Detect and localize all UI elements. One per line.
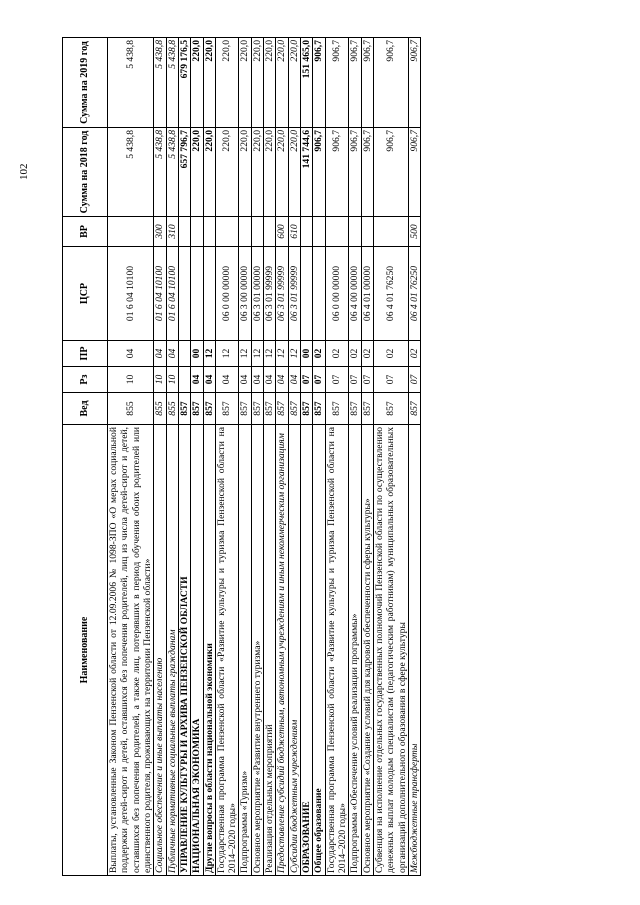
row-ved: 855 [166,393,178,425]
row-rz: 04 [251,367,263,393]
table-row [349,38,361,876]
row-name: Основное мероприятие «Развитие внутреннего туризма» [251,425,263,876]
row-pr: 12 [215,341,239,367]
row-sum-2019: 220,0 [239,38,251,128]
row-sum-2019: 151 465,0 [301,38,313,128]
row-pr: 00 [191,341,203,367]
row-name: Субвенция на исполнение отдельных государственных полномочий Пензенской области по осуществлению денежных выплат молодым специалистам (педагогическим работникам) муниципальных образовательных организаций дополнительного образования в сфере культуры [373,425,408,876]
row-sum-2018: 220,0 [239,128,251,217]
header-csr: ЦСР [63,247,108,341]
row-name: НАЦИОНАЛЬНАЯ ЭКОНОМИКА [191,425,203,876]
row-sum-2019: 220,0 [264,38,276,128]
row-csr [203,247,215,341]
row-csr: 06 4 01 76250 [373,247,408,341]
row-ved: 855 [154,393,166,425]
row-name: ОБРАЗОВАНИЕ [301,425,313,876]
row-name: Государственная программа Пензенской области «Развитие культуры и туризма Пензенской области на 2014–2020 годы» [325,425,349,876]
row-rz: 10 [154,367,166,393]
header-name: Наименование [63,425,108,876]
row-vr: 300 [154,217,166,247]
header-sum-2019: Сумма на 2019 год [63,38,108,128]
row-sum-2019: 5 438,8 [154,38,166,128]
row-rz: 04 [215,367,239,393]
row-name: Публичные нормативные социальные выплаты гражданам [166,425,178,876]
rotated-page [62,38,602,876]
row-csr [301,247,313,341]
table-row [276,38,288,876]
table-row [178,38,190,876]
row-vr [191,217,203,247]
row-rz: 07 [408,367,420,393]
row-ved: 857 [203,393,215,425]
row-ved: 857 [239,393,251,425]
row-name: Выплаты, установленные Законом Пензенской области от 12.09.2006 № 1098-ЗПО «О мерах социальной поддержки детей-сирот и детей, оставшихся без попечения родителей, лиц из числа детей-сирот и детей, оставшихся без попечения родителей, а также лиц, потерявших в период обучения обоих родителей или единственного родителя, проживающих на территории Пензенской области» [108,425,154,876]
row-rz: 07 [349,367,361,393]
row-pr: 12 [264,341,276,367]
row-vr [108,217,154,247]
row-vr [215,217,239,247]
row-sum-2018: 220,0 [203,128,215,217]
row-name: Другие вопросы в области национальной экономики [203,425,215,876]
row-sum-2019: 5 438,8 [108,38,154,128]
table-row [215,38,239,876]
row-rz: 10 [108,367,154,393]
row-ved: 857 [215,393,239,425]
table-row [166,38,178,876]
row-vr [264,217,276,247]
row-csr: 06 4 00 00000 [349,247,361,341]
row-rz: 10 [166,367,178,393]
row-sum-2018: 220,0 [215,128,239,217]
table-row [239,38,251,876]
row-sum-2019: 220,0 [215,38,239,128]
row-rz: 04 [203,367,215,393]
row-vr [313,217,325,247]
row-pr: 12 [251,341,263,367]
row-sum-2018: 220,0 [191,128,203,217]
row-name: Реализация отдельных мероприятий [264,425,276,876]
row-vr [361,217,373,247]
row-vr: 310 [166,217,178,247]
row-sum-2018: 906,7 [408,128,420,217]
row-csr: 06 0 00 00000 [215,247,239,341]
row-rz: 07 [301,367,313,393]
budget-table [62,37,421,876]
header-ved: Вед [63,393,108,425]
row-csr: 01 6 04 10100 [108,247,154,341]
row-sum-2018: 906,7 [349,128,361,217]
row-csr: 06 3 01 99999 [276,247,288,341]
row-sum-2019: 906,7 [349,38,361,128]
row-rz: 04 [276,367,288,393]
row-csr: 06 3 01 99999 [264,247,276,341]
row-ved: 857 [349,393,361,425]
row-sum-2019: 906,7 [313,38,325,128]
row-sum-2018: 906,7 [325,128,349,217]
table-row [313,38,325,876]
row-csr: 01 6 04 10100 [166,247,178,341]
row-csr: 06 3 01 99999 [288,247,300,341]
row-vr: 610 [288,217,300,247]
row-vr: 600 [276,217,288,247]
row-ved: 857 [288,393,300,425]
row-name: УПРАВЛЕНИЕ КУЛЬТУРЫ И АРХИВА ПЕНЗЕНСКОЙ ОБЛАСТИ [178,425,190,876]
row-rz: 04 [191,367,203,393]
row-ved: 857 [373,393,408,425]
table-row [301,38,313,876]
row-sum-2018: 5 438,8 [166,128,178,217]
row-csr: 06 4 01 00000 [361,247,373,341]
row-pr: 00 [301,341,313,367]
table-row [325,38,349,876]
header-pr: ПР [63,341,108,367]
row-pr: 04 [166,341,178,367]
row-ved: 857 [191,393,203,425]
row-sum-2019: 906,7 [325,38,349,128]
row-vr [301,217,313,247]
row-vr [373,217,408,247]
row-name: Подпрограмма «Туризм» [239,425,251,876]
row-vr [178,217,190,247]
row-pr: 04 [154,341,166,367]
row-sum-2019: 906,7 [408,38,420,128]
row-name: Государственная программа Пензенской области «Развитие культуры и туризма Пензенской области на 2014–2020 годы» [215,425,239,876]
row-pr: 02 [349,341,361,367]
table-header-row [63,38,108,876]
row-pr: 12 [288,341,300,367]
row-pr: 02 [313,341,325,367]
row-ved: 855 [108,393,154,425]
row-vr [203,217,215,247]
row-sum-2018: 5 438,8 [154,128,166,217]
row-sum-2018: 5 438,8 [108,128,154,217]
row-ved: 857 [251,393,263,425]
row-csr: 06 3 00 00000 [239,247,251,341]
row-sum-2018: 220,0 [276,128,288,217]
page-number: 102 [18,163,30,180]
table-row [191,38,203,876]
row-csr: 06 0 00 00000 [325,247,349,341]
row-sum-2019: 220,0 [276,38,288,128]
row-sum-2018: 220,0 [288,128,300,217]
row-sum-2018: 906,7 [373,128,408,217]
row-sum-2018: 657 796,7 [178,128,190,217]
table-row [251,38,263,876]
row-ved: 857 [361,393,373,425]
row-ved: 857 [178,393,190,425]
row-ved: 857 [264,393,276,425]
row-vr [239,217,251,247]
row-sum-2018: 141 744,6 [301,128,313,217]
row-csr [178,247,190,341]
row-ved: 857 [276,393,288,425]
header-sum-2018: Сумма на 2018 год [63,128,108,217]
row-pr [178,341,190,367]
row-sum-2019: 220,0 [288,38,300,128]
row-pr: 12 [239,341,251,367]
row-rz: 07 [313,367,325,393]
row-csr: 01 6 04 10100 [154,247,166,341]
table-body [108,38,421,876]
row-sum-2018: 906,7 [361,128,373,217]
row-name: Основное мероприятие «Создание условий для кадровой обеспеченности сферы культуры» [361,425,373,876]
row-pr: 02 [325,341,349,367]
row-sum-2019: 220,0 [251,38,263,128]
row-pr: 02 [373,341,408,367]
row-sum-2018: 220,0 [251,128,263,217]
table-row [408,38,420,876]
row-sum-2019: 5 438,8 [166,38,178,128]
row-rz: 04 [239,367,251,393]
row-ved: 857 [301,393,313,425]
row-vr [325,217,349,247]
row-rz: 04 [264,367,276,393]
table-row [203,38,215,876]
row-vr: 500 [408,217,420,247]
row-name: Социальное обеспечение и иные выплаты населению [154,425,166,876]
row-vr [349,217,361,247]
row-name: Общее образование [313,425,325,876]
header-rz: Рз [63,367,108,393]
row-ved: 857 [313,393,325,425]
row-sum-2019: 906,7 [361,38,373,128]
row-ved: 857 [408,393,420,425]
row-rz: 07 [361,367,373,393]
row-rz: 07 [373,367,408,393]
table-row [361,38,373,876]
table-row [288,38,300,876]
row-pr: 02 [408,341,420,367]
row-sum-2018: 220,0 [264,128,276,217]
row-csr: 06 3 01 00000 [251,247,263,341]
row-sum-2019: 220,0 [191,38,203,128]
row-sum-2019: 679 176,5 [178,38,190,128]
row-pr: 12 [276,341,288,367]
row-name: Предоставление субсидий бюджетным, автономным учреждениям и иным некоммерческим организациям [276,425,288,876]
table-row [154,38,166,876]
row-rz [178,367,190,393]
row-rz: 04 [288,367,300,393]
row-sum-2019: 906,7 [373,38,408,128]
row-name: Межбюджетные трансферты [408,425,420,876]
row-name: Подпрограмма «Обеспечение условий реализации программы» [349,425,361,876]
header-vr: ВР [63,217,108,247]
table-row [108,38,154,876]
row-csr [191,247,203,341]
row-pr: 12 [203,341,215,367]
table-row [264,38,276,876]
row-csr: 06 4 01 76250 [408,247,420,341]
row-ved: 857 [325,393,349,425]
row-csr [313,247,325,341]
row-pr: 04 [108,341,154,367]
table-row [373,38,408,876]
row-pr: 02 [361,341,373,367]
row-name: Субсидии бюджетным учреждениям [288,425,300,876]
row-sum-2019: 220,0 [203,38,215,128]
row-rz: 07 [325,367,349,393]
row-sum-2018: 906,7 [313,128,325,217]
row-vr [251,217,263,247]
